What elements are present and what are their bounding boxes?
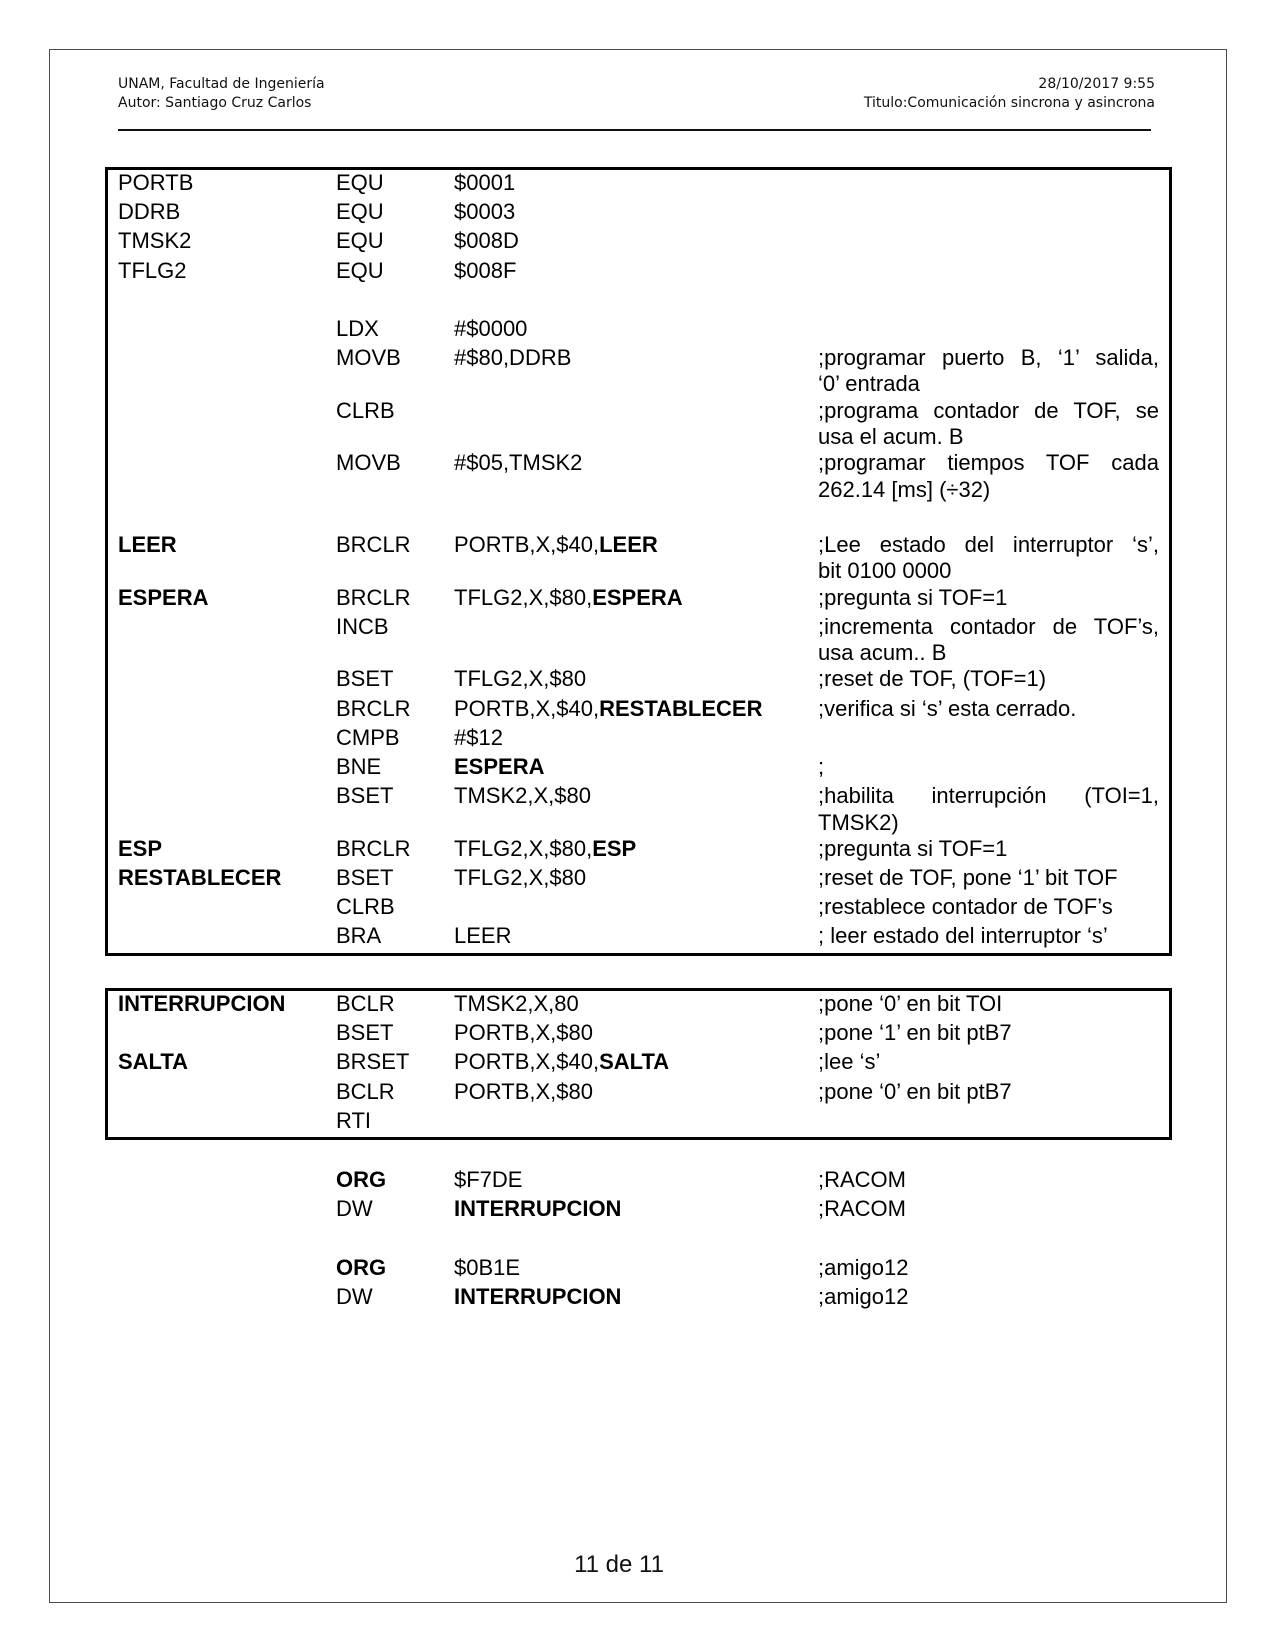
code-line bbox=[108, 1020, 1169, 1049]
comment-line: ;habilita interrupción (TOI=1, bbox=[818, 783, 1159, 809]
mnemonic-text: BRCLR bbox=[336, 835, 411, 861]
operand-text: TMSK2,X,80 bbox=[454, 991, 579, 1016]
comment-line: ;pregunta si TOF=1 bbox=[818, 835, 1008, 861]
operand-text: TFLG2,X,$80, bbox=[454, 584, 593, 610]
comment-cell bbox=[808, 532, 1169, 585]
label-text-bold: ESP bbox=[118, 835, 163, 861]
comment-cell bbox=[808, 1255, 1169, 1284]
comment-line: ;pone ‘0’ en bit TOI bbox=[818, 991, 1003, 1016]
label-text: DDRB bbox=[118, 199, 181, 225]
label-text: TMSK2 bbox=[118, 228, 192, 254]
code-line bbox=[108, 836, 1169, 865]
operand-text: #$80,DDRB bbox=[454, 345, 572, 371]
comment-line: ; bbox=[818, 754, 825, 780]
operand-text: PORTB,X,$40, bbox=[454, 695, 600, 721]
comment-cell bbox=[808, 1108, 1169, 1137]
code-line bbox=[108, 666, 1169, 695]
code-line bbox=[108, 1255, 1169, 1284]
operand-text: TFLG2,X,$80 bbox=[454, 666, 587, 692]
code-line bbox=[108, 783, 1169, 836]
comment-cell bbox=[808, 1196, 1169, 1225]
mnemonic-text: DW bbox=[336, 1283, 373, 1309]
operand-text: PORTB,X,$40, bbox=[454, 1049, 600, 1075]
label-text: PORTB bbox=[118, 170, 194, 195]
mnemonic-text: EQU bbox=[336, 257, 384, 283]
label-cell bbox=[108, 345, 326, 398]
interrupt-routine-code-table bbox=[105, 988, 1172, 1140]
mnemonic-cell bbox=[326, 199, 444, 228]
header-datetime: 28/10/2017 9:55 bbox=[1038, 76, 1155, 92]
operand-text: PORTB,X,$80 bbox=[454, 1020, 593, 1046]
comment-cell bbox=[808, 783, 1169, 836]
comment-line: ;pregunta si TOF=1 bbox=[818, 584, 1008, 610]
operand-cell bbox=[444, 1167, 808, 1196]
mnemonic-cell bbox=[326, 1020, 444, 1049]
comment-line: ;lee ‘s’ bbox=[818, 1049, 881, 1075]
comment-cell bbox=[808, 836, 1169, 865]
operand-cell bbox=[444, 258, 808, 287]
code-line bbox=[108, 532, 1169, 585]
operand-cell bbox=[444, 1079, 808, 1108]
operand-label-bold: INTERRUPCION bbox=[454, 1283, 622, 1309]
mnemonic-cell bbox=[326, 1284, 444, 1313]
label-cell bbox=[108, 1196, 326, 1225]
comment-cell bbox=[808, 1167, 1169, 1196]
comment-line: ;verifica si ‘s’ esta cerrado. bbox=[818, 695, 1077, 721]
mnemonic-text: LDX bbox=[336, 315, 379, 341]
operand-label-bold: SALTA bbox=[599, 1049, 670, 1075]
operand-cell bbox=[444, 398, 808, 451]
operand-cell bbox=[444, 199, 808, 228]
comment-line: ;reset de TOF, (TOF=1) bbox=[818, 666, 1047, 692]
operand-text: #$0000 bbox=[454, 315, 528, 341]
comment-line: ;pone ‘0’ en bit ptB7 bbox=[818, 1078, 1012, 1104]
mnemonic-cell bbox=[326, 1049, 444, 1078]
comment-line: ;restablece contador de TOF’s bbox=[818, 894, 1113, 920]
label-text-bold: SALTA bbox=[118, 1049, 189, 1075]
label-text-bold: RESTABLECER bbox=[118, 865, 282, 890]
mnemonic-text-bold: ORG bbox=[336, 1254, 387, 1280]
label-text-bold: INTERRUPCION bbox=[118, 991, 286, 1016]
mnemonic-text: BSET bbox=[336, 1020, 394, 1046]
comment-line: ;pone ‘1’ en bit ptB7 bbox=[818, 1020, 1012, 1046]
code-line bbox=[108, 316, 1169, 345]
label-cell bbox=[108, 1255, 326, 1284]
comment-cell bbox=[808, 316, 1169, 345]
operand-cell bbox=[444, 1108, 808, 1137]
mnemonic-cell bbox=[326, 991, 444, 1020]
label-cell bbox=[108, 316, 326, 345]
label-text-bold: ESPERA bbox=[118, 584, 209, 610]
comment-cell bbox=[808, 614, 1169, 667]
operand-label-bold: ESP bbox=[592, 835, 637, 861]
operand-text: $F7DE bbox=[454, 1167, 523, 1192]
mnemonic-cell bbox=[326, 345, 444, 398]
page-number: 11 de 11 bbox=[574, 1551, 664, 1578]
comment-line: ;programar tiempos TOF cada bbox=[818, 450, 1159, 476]
mnemonic-cell bbox=[326, 894, 444, 923]
label-cell bbox=[108, 754, 326, 783]
mnemonic-text: EQU bbox=[336, 228, 384, 254]
mnemonic-text: BSET bbox=[336, 666, 394, 692]
label-cell bbox=[108, 1049, 326, 1078]
mnemonic-text: CLRB bbox=[336, 397, 395, 423]
mnemonic-cell bbox=[326, 585, 444, 614]
code-line bbox=[108, 1284, 1169, 1313]
mnemonic-cell bbox=[326, 450, 444, 503]
comment-cell bbox=[808, 228, 1169, 257]
mnemonic-text: BCLR bbox=[336, 1078, 395, 1104]
code-line bbox=[108, 1196, 1169, 1225]
header-institution: UNAM, Facultad de Ingeniería bbox=[118, 76, 325, 92]
mnemonic-cell bbox=[326, 1255, 444, 1284]
operand-cell bbox=[444, 991, 808, 1020]
mnemonic-cell bbox=[326, 1108, 444, 1137]
operand-label-bold: ESPERA bbox=[454, 754, 545, 780]
code-line bbox=[108, 696, 1169, 725]
comment-cell bbox=[808, 1284, 1169, 1313]
label-cell bbox=[108, 836, 326, 865]
mnemonic-cell bbox=[326, 783, 444, 836]
header-right bbox=[864, 75, 1155, 113]
comment-cell bbox=[808, 754, 1169, 783]
operand-text: $0B1E bbox=[454, 1254, 521, 1280]
comment-line: 262.14 [ms] (÷32) bbox=[818, 476, 991, 502]
mnemonic-cell bbox=[326, 614, 444, 667]
label-cell bbox=[108, 696, 326, 725]
comment-line: ;amigo12 bbox=[818, 1283, 909, 1309]
mnemonic-text: MOVB bbox=[336, 450, 401, 476]
comment-line: ;RACOM bbox=[818, 1167, 906, 1192]
mnemonic-text: BRSET bbox=[336, 1049, 410, 1075]
operand-text: LEER bbox=[454, 923, 512, 949]
mnemonic-cell bbox=[326, 865, 444, 894]
code-line bbox=[108, 450, 1169, 503]
comment-cell bbox=[808, 666, 1169, 695]
label-cell bbox=[108, 228, 326, 257]
operand-cell bbox=[444, 1284, 808, 1313]
mnemonic-text: BSET bbox=[336, 783, 394, 809]
code-line bbox=[108, 258, 1169, 287]
label-cell bbox=[108, 1079, 326, 1108]
label-cell bbox=[108, 1284, 326, 1313]
mnemonic-cell bbox=[326, 696, 444, 725]
operand-cell bbox=[444, 1049, 808, 1078]
operand-cell bbox=[444, 725, 808, 754]
label-cell bbox=[108, 532, 326, 585]
comment-line: ;amigo12 bbox=[818, 1254, 909, 1280]
code-line bbox=[108, 923, 1169, 952]
mnemonic-cell bbox=[326, 532, 444, 585]
comment-line: ;Lee estado del interruptor ‘s’, bbox=[818, 532, 1159, 558]
operand-text: $008D bbox=[454, 228, 519, 254]
operand-text: PORTB,X,$40, bbox=[454, 532, 600, 558]
comment-line: ;programar puerto B, ‘1’ salida, bbox=[818, 345, 1159, 371]
comment-cell bbox=[808, 991, 1169, 1020]
code-line bbox=[108, 345, 1169, 398]
mnemonic-cell bbox=[326, 398, 444, 451]
comment-line: usa el acum. B bbox=[818, 424, 964, 450]
mnemonic-cell bbox=[326, 923, 444, 952]
comment-line: ;programa contador de TOF, se bbox=[818, 397, 1159, 423]
comment-line: ;incrementa contador de TOF’s, bbox=[818, 613, 1159, 639]
code-line bbox=[108, 1079, 1169, 1108]
comment-line: ‘0’ entrada bbox=[818, 371, 920, 397]
mnemonic-text: BNE bbox=[336, 754, 382, 780]
operand-cell bbox=[444, 1255, 808, 1284]
operand-label-bold: RESTABLECER bbox=[599, 695, 763, 721]
mnemonic-text: BRCLR bbox=[336, 584, 411, 610]
code-line bbox=[108, 1108, 1169, 1137]
operand-cell bbox=[444, 865, 808, 894]
operand-cell bbox=[444, 894, 808, 923]
comment-cell bbox=[808, 345, 1169, 398]
label-cell bbox=[108, 865, 326, 894]
mnemonic-text: INCB bbox=[336, 613, 389, 639]
operand-text: PORTB,X,$80 bbox=[454, 1078, 593, 1104]
comment-cell bbox=[808, 398, 1169, 451]
mnemonic-cell bbox=[326, 258, 444, 287]
mnemonic-text: CMPB bbox=[336, 724, 400, 750]
label-cell bbox=[108, 398, 326, 451]
label-cell bbox=[108, 258, 326, 287]
mnemonic-cell bbox=[326, 836, 444, 865]
mnemonic-text: BRCLR bbox=[336, 695, 411, 721]
code-line bbox=[108, 725, 1169, 754]
comment-cell bbox=[808, 1020, 1169, 1049]
operand-cell bbox=[444, 783, 808, 836]
comment-cell bbox=[808, 1079, 1169, 1108]
comment-cell bbox=[808, 725, 1169, 754]
operand-text: TMSK2,X,$80 bbox=[454, 783, 591, 809]
label-cell bbox=[108, 199, 326, 228]
label-cell bbox=[108, 614, 326, 667]
comment-line: usa acum.. B bbox=[818, 640, 947, 666]
comment-cell bbox=[808, 450, 1169, 503]
comment-line: bit 0100 0000 bbox=[818, 558, 952, 584]
operand-cell bbox=[444, 754, 808, 783]
operand-label-bold: INTERRUPCION bbox=[454, 1196, 622, 1222]
code-line bbox=[108, 1167, 1169, 1196]
comment-cell bbox=[808, 923, 1169, 952]
mnemonic-text: CLRB bbox=[336, 894, 395, 920]
code-line bbox=[108, 1049, 1169, 1078]
code-line bbox=[108, 585, 1169, 614]
operand-cell bbox=[444, 666, 808, 695]
mnemonic-cell bbox=[326, 1196, 444, 1225]
operand-cell bbox=[444, 696, 808, 725]
code-line bbox=[108, 170, 1169, 199]
comment-cell bbox=[808, 1049, 1169, 1078]
interrupt-vectors-code-block bbox=[108, 1167, 1169, 1313]
operand-label-bold: LEER bbox=[599, 532, 658, 558]
code-line bbox=[108, 228, 1169, 257]
operand-cell bbox=[444, 345, 808, 398]
operand-cell bbox=[444, 923, 808, 952]
mnemonic-text: EQU bbox=[336, 170, 384, 195]
label-cell bbox=[108, 1020, 326, 1049]
operand-text: TFLG2,X,$80, bbox=[454, 835, 593, 861]
comment-cell bbox=[808, 696, 1169, 725]
mnemonic-cell bbox=[326, 725, 444, 754]
label-cell bbox=[108, 666, 326, 695]
operand-cell bbox=[444, 450, 808, 503]
operand-cell bbox=[444, 532, 808, 585]
operand-text: $0001 bbox=[454, 170, 516, 195]
code-line bbox=[108, 398, 1169, 451]
blank-line bbox=[108, 287, 1169, 316]
mnemonic-text-bold: ORG bbox=[336, 1167, 387, 1192]
label-cell bbox=[108, 923, 326, 952]
header-left bbox=[118, 75, 325, 113]
operand-text: $008F bbox=[454, 257, 517, 283]
mnemonic-text: EQU bbox=[336, 199, 384, 225]
comment-cell bbox=[808, 258, 1169, 287]
comment-cell bbox=[808, 894, 1169, 923]
operand-cell bbox=[444, 1020, 808, 1049]
mnemonic-cell bbox=[326, 170, 444, 199]
label-cell bbox=[108, 894, 326, 923]
code-line bbox=[108, 614, 1169, 667]
mnemonic-text: BRA bbox=[336, 923, 382, 949]
header-author: Autor: Santiago Cruz Carlos bbox=[118, 95, 312, 111]
label-cell bbox=[108, 991, 326, 1020]
comment-cell bbox=[808, 170, 1169, 199]
code-line bbox=[108, 865, 1169, 894]
operand-cell bbox=[444, 1196, 808, 1225]
operand-cell bbox=[444, 316, 808, 345]
label-cell bbox=[108, 170, 326, 199]
main-routine-code-table bbox=[105, 167, 1172, 956]
header-document-title: Titulo:Comunicación sincrona y asincrona bbox=[863, 95, 1155, 111]
mnemonic-text: BSET bbox=[336, 865, 394, 890]
code-line bbox=[108, 199, 1169, 228]
label-text-bold: LEER bbox=[118, 532, 177, 558]
label-cell bbox=[108, 450, 326, 503]
mnemonic-cell bbox=[326, 316, 444, 345]
operand-cell bbox=[444, 585, 808, 614]
mnemonic-cell bbox=[326, 754, 444, 783]
operand-cell bbox=[444, 836, 808, 865]
mnemonic-text: BRCLR bbox=[336, 532, 411, 558]
mnemonic-cell bbox=[326, 1079, 444, 1108]
label-cell bbox=[108, 1108, 326, 1137]
label-cell bbox=[108, 725, 326, 754]
comment-cell bbox=[808, 199, 1169, 228]
operand-text: TFLG2,X,$80 bbox=[454, 865, 587, 890]
label-cell bbox=[108, 585, 326, 614]
operand-text: #$05,TMSK2 bbox=[454, 450, 583, 476]
label-cell bbox=[108, 1167, 326, 1196]
comment-line: TMSK2) bbox=[818, 809, 899, 835]
comment-line: ; leer estado del interruptor ‘s’ bbox=[818, 923, 1108, 949]
mnemonic-cell bbox=[326, 666, 444, 695]
code-line bbox=[108, 894, 1169, 923]
comment-line: ;reset de TOF, pone ‘1’ bit TOF bbox=[818, 865, 1118, 890]
mnemonic-cell bbox=[326, 228, 444, 257]
label-text: TFLG2 bbox=[118, 257, 187, 283]
header-rule bbox=[118, 129, 1151, 131]
blank-line bbox=[108, 1225, 1169, 1254]
comment-line: ;RACOM bbox=[818, 1196, 906, 1222]
operand-text: $0003 bbox=[454, 199, 516, 225]
comment-cell bbox=[808, 865, 1169, 894]
operand-cell bbox=[444, 614, 808, 667]
mnemonic-text: RTI bbox=[336, 1107, 372, 1133]
operand-cell bbox=[444, 228, 808, 257]
comment-cell bbox=[808, 585, 1169, 614]
operand-text: #$12 bbox=[454, 724, 503, 750]
mnemonic-text: DW bbox=[336, 1196, 373, 1222]
operand-label-bold: ESPERA bbox=[592, 584, 683, 610]
code-line bbox=[108, 991, 1169, 1020]
mnemonic-cell bbox=[326, 1167, 444, 1196]
code-line bbox=[108, 754, 1169, 783]
mnemonic-text: MOVB bbox=[336, 345, 401, 371]
mnemonic-text: BCLR bbox=[336, 991, 395, 1016]
operand-cell bbox=[444, 170, 808, 199]
blank-line bbox=[108, 503, 1169, 532]
label-cell bbox=[108, 783, 326, 836]
